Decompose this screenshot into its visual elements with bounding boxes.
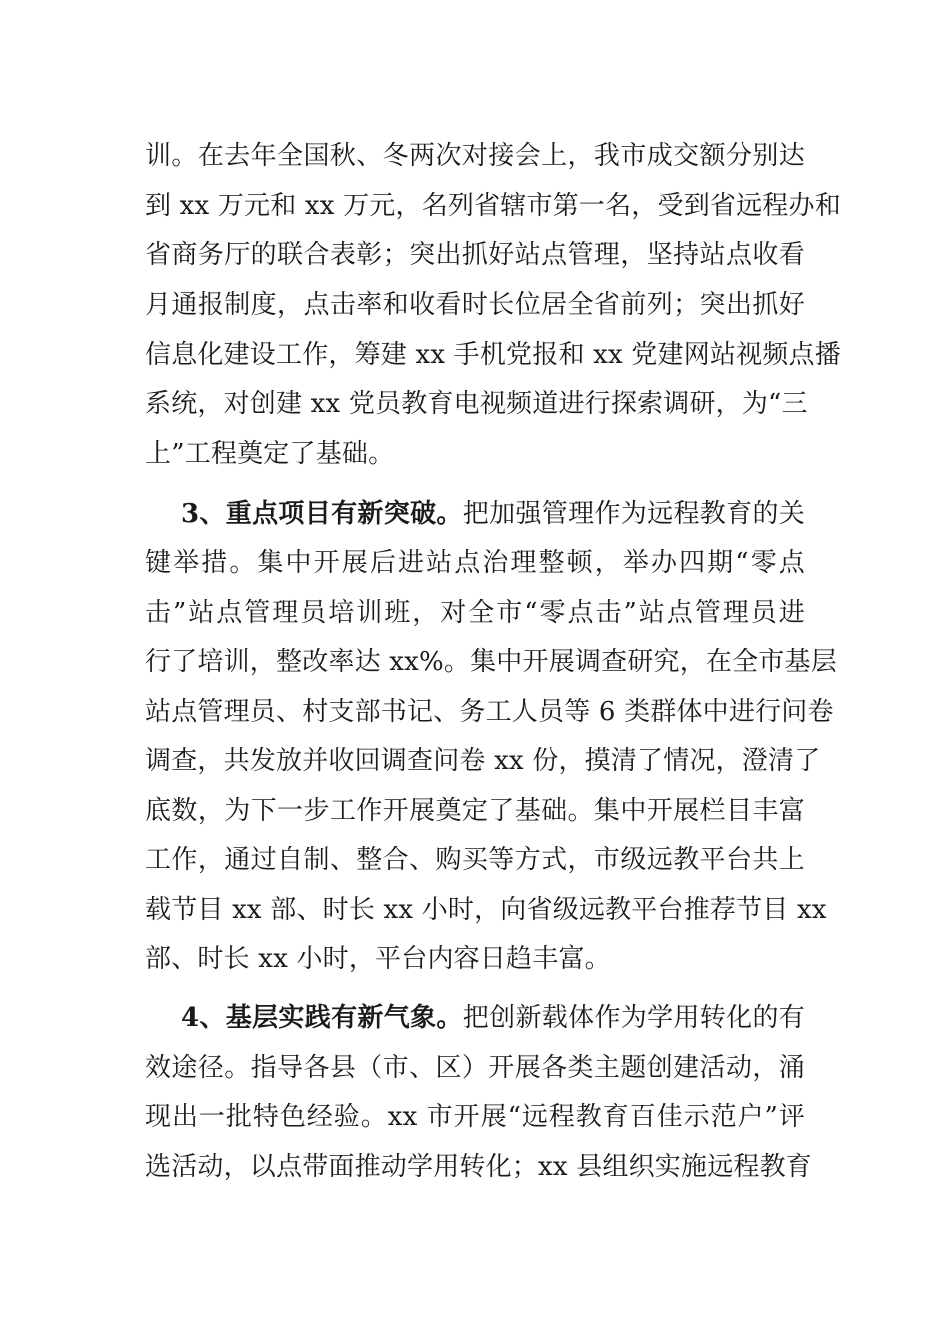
paragraph-line: 站点管理员、村支部书记、务工人员等 6 类群体中进行问卷 [145, 697, 834, 727]
section-heading: 3、重点项目有新突破。 [181, 499, 463, 529]
paragraph-line: 效途径。指导各县（市、区）开展各类主题创建活动，涌 [145, 1053, 805, 1083]
paragraph-line: 系统，对创建 xx 党员教育电视频道进行探索调研，为“三 [145, 389, 808, 419]
paragraph-first-line [181, 497, 805, 531]
paragraph-line: 底数，为下一步工作开展奠定了基础。集中开展栏目丰富 [145, 796, 805, 826]
paragraph-text: 把加强管理作为远程教育的关 [462, 499, 805, 529]
paragraph-line: 省商务厅的联合表彰；突出抓好站点管理，坚持站点收看 [145, 240, 805, 270]
paragraph-line: 击”站点管理员培训班，对全市“零点击”站点管理员进 [145, 598, 805, 628]
paragraph-line: 载节目 xx 部、时长 xx 小时，向省级远教平台推荐节目 xx [145, 895, 827, 925]
paragraph-line: 调查，共发放并收回调查问卷 xx 份，摸清了情况，澄清了 [145, 746, 821, 776]
section-heading: 4、基层实践有新气象。 [181, 1003, 463, 1033]
paragraph-line: 到 xx 万元和 xx 万元，名列省辖市第一名，受到省远程办和 [145, 191, 841, 221]
paragraph-line: 工作，通过自制、整合、购买等方式，市级远教平台共上 [145, 845, 805, 875]
paragraph-line: 训。在去年全国秋、冬两次对接会上，我市成交额分别达 [145, 141, 805, 171]
paragraph-line: 上”工程奠定了基础。 [145, 439, 395, 469]
paragraph-line: 月通报制度，点击率和收看时长位居全省前列；突出抓好 [145, 290, 805, 320]
paragraph-line: 选活动，以点带面推动学用转化；xx 县组织实施远程教育 [145, 1152, 812, 1182]
paragraph-line: 部、时长 xx 小时，平台内容日趋丰富。 [145, 944, 611, 974]
paragraph-text: 把创新载体作为学用转化的有 [462, 1003, 805, 1033]
paragraph-line: 信息化建设工作，筹建 xx 手机党报和 xx 党建网站视频点播 [145, 340, 841, 370]
paragraph-line: 键举措。集中开展后进站点治理整顿，举办四期“零点 [145, 548, 805, 578]
paragraph-first-line [181, 1001, 805, 1035]
paragraph-line: 现出一批特色经验。xx 市开展“远程教育百佳示范户”评 [145, 1102, 805, 1132]
paragraph-line: 行了培训，整改率达 xx%。集中开展调查研究，在全市基层 [145, 647, 837, 677]
